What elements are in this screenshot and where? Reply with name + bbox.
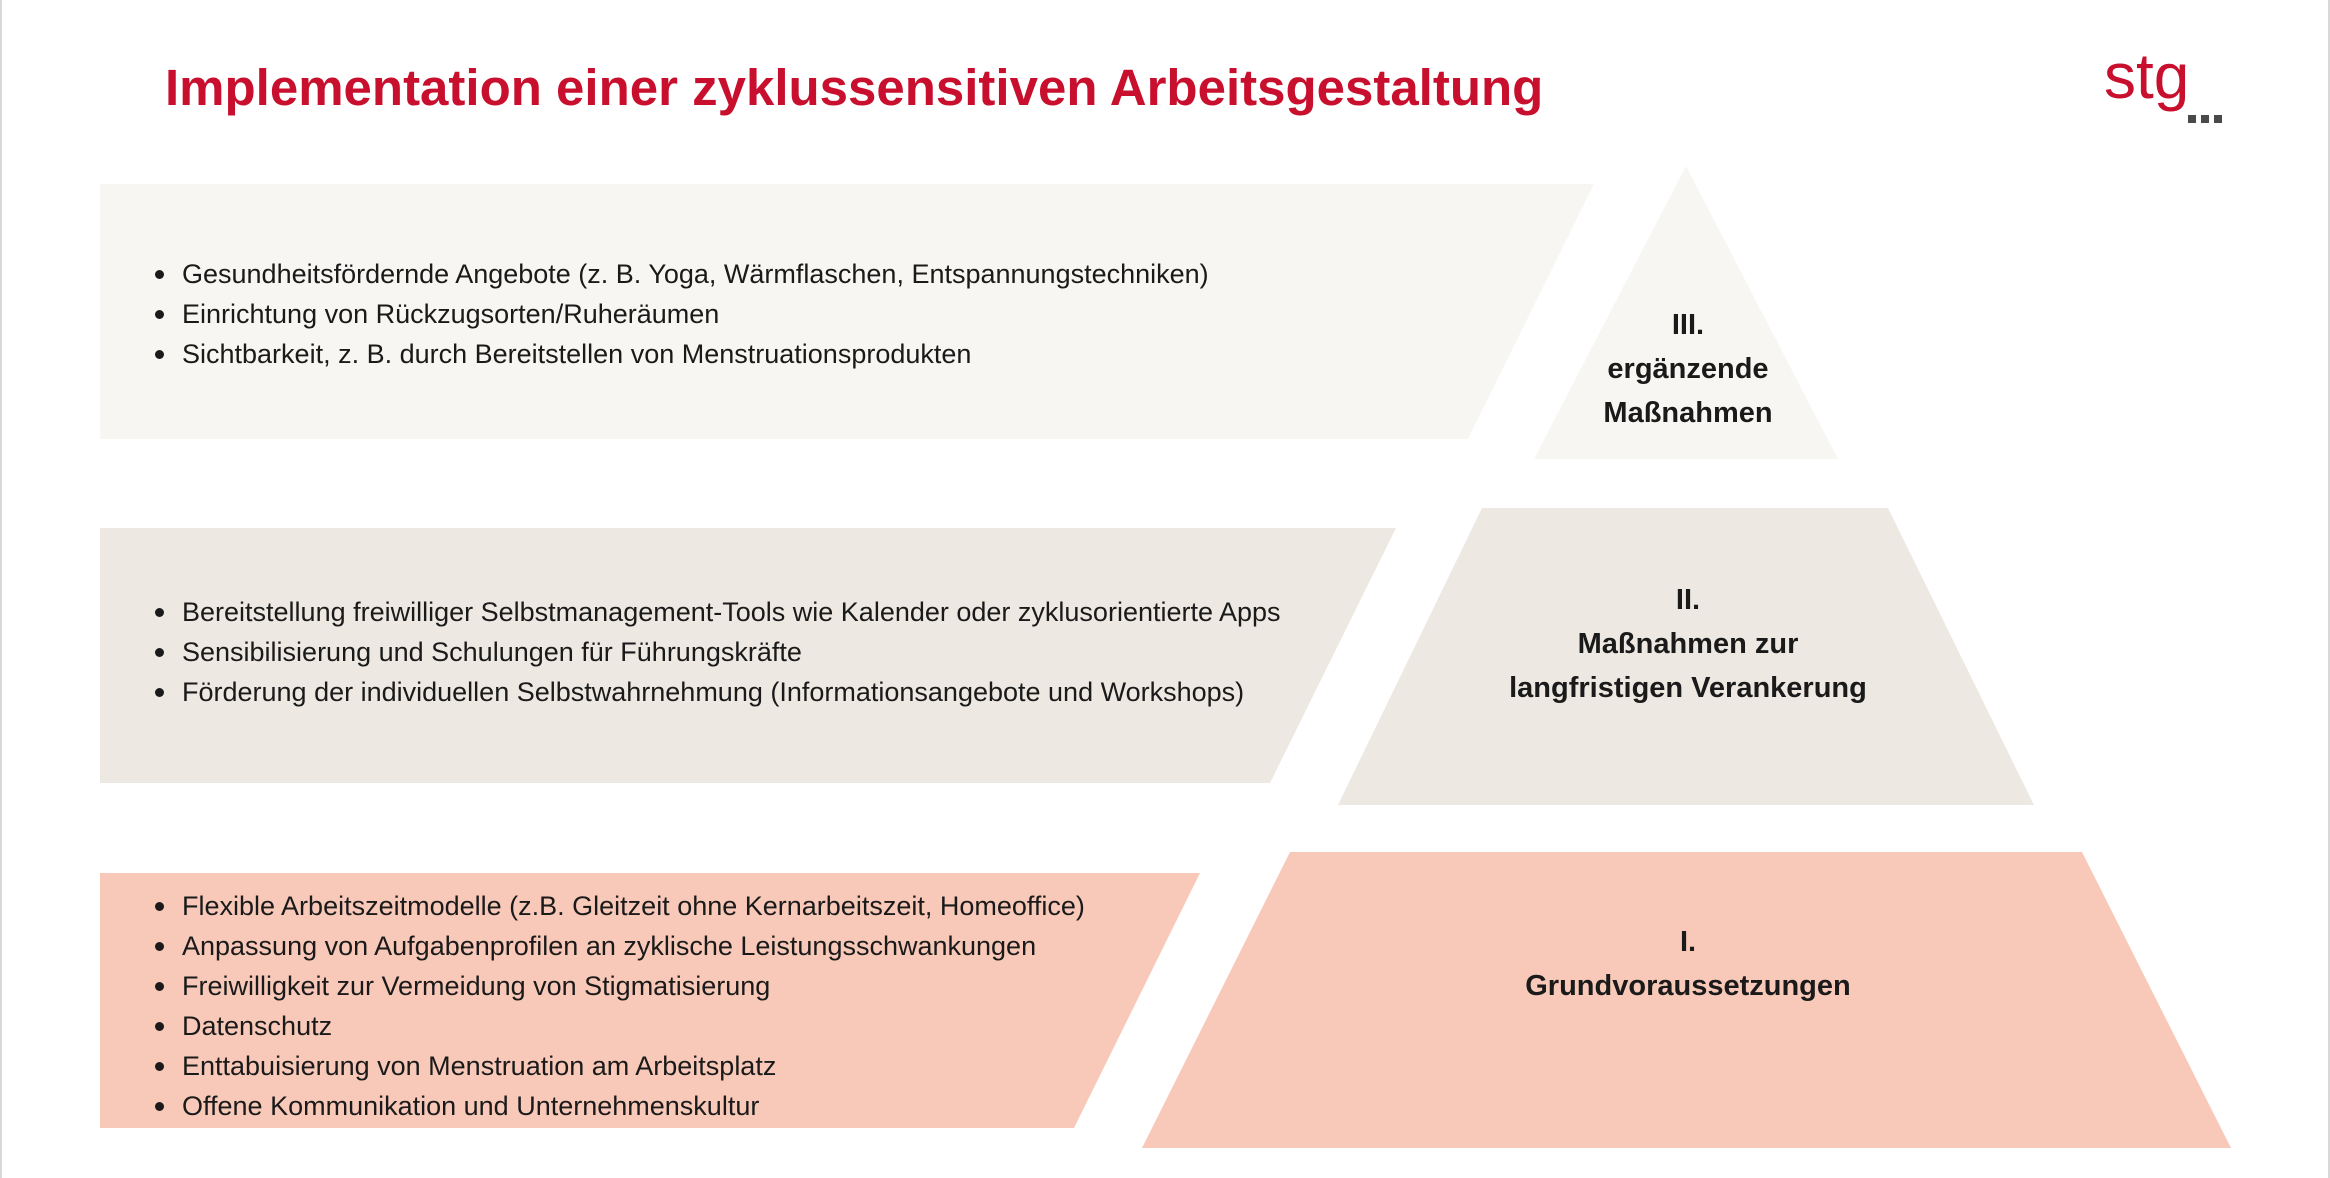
list-item: Freiwilligkeit zur Vermeidung von Stigmatisierung [100, 966, 1085, 1006]
list-item: Einrichtung von Rückzugsorten/Ruheräumen [100, 294, 1209, 334]
level-1-name-line: Grundvoraussetzungen [1525, 970, 1851, 1002]
list-item: Sensibilisierung und Schulungen für Führungskräfte [100, 632, 1281, 672]
level-2-label [1428, 578, 1948, 710]
level-2-measures-list [100, 592, 1281, 712]
level-3-numeral: III. [1671, 309, 1705, 341]
list-item: Sichtbarkeit, z. B. durch Bereitstellen von Menstruationsprodukten [100, 334, 1209, 374]
level-3-measures-list [100, 254, 1209, 374]
slide-title: Implementation einer zyklussensitiven Arbeitsgestaltung [165, 59, 1544, 116]
logo-text: stg [2104, 40, 2190, 112]
level-1-numeral: I. [1679, 926, 1697, 958]
list-item: Flexible Arbeitszeitmodelle (z.B. Gleitzeit ohne Kernarbeitszeit, Homeoffice) [100, 886, 1085, 926]
level-3-label [1428, 303, 1948, 435]
level-2-name-line: Maßnahmen zur [1577, 628, 1799, 660]
list-item: Bereitstellung freiwilliger Selbstmanagement-Tools wie Kalender oder zyklusorientierte Apps [100, 592, 1281, 632]
level-2-name-line: langfristigen Verankerung [1509, 672, 1867, 704]
level-3-name-line: ergänzende [1607, 353, 1769, 385]
list-item: Anpassung von Aufgabenprofilen an zyklische Leistungsschwankungen [100, 926, 1085, 966]
level-2-numeral: II. [1675, 584, 1701, 616]
list-item: Datenschutz [100, 1006, 1085, 1046]
list-item: Förderung der individuellen Selbstwahrnehmung (Informationsangebote und Workshops) [100, 672, 1281, 712]
list-item: Gesundheitsfördernde Angebote (z. B. Yoga, Wärmflaschen, Entspannungstechniken) [100, 254, 1209, 294]
level-3-name-line: Maßnahmen [1603, 397, 1773, 429]
level-1-label [1428, 920, 1948, 1008]
level-1-measures-list [100, 886, 1085, 1126]
list-item: Offene Kommunikation und Unternehmenskultur [100, 1086, 1085, 1126]
list-item: Enttabuisierung von Menstruation am Arbeitsplatz [100, 1046, 1085, 1086]
